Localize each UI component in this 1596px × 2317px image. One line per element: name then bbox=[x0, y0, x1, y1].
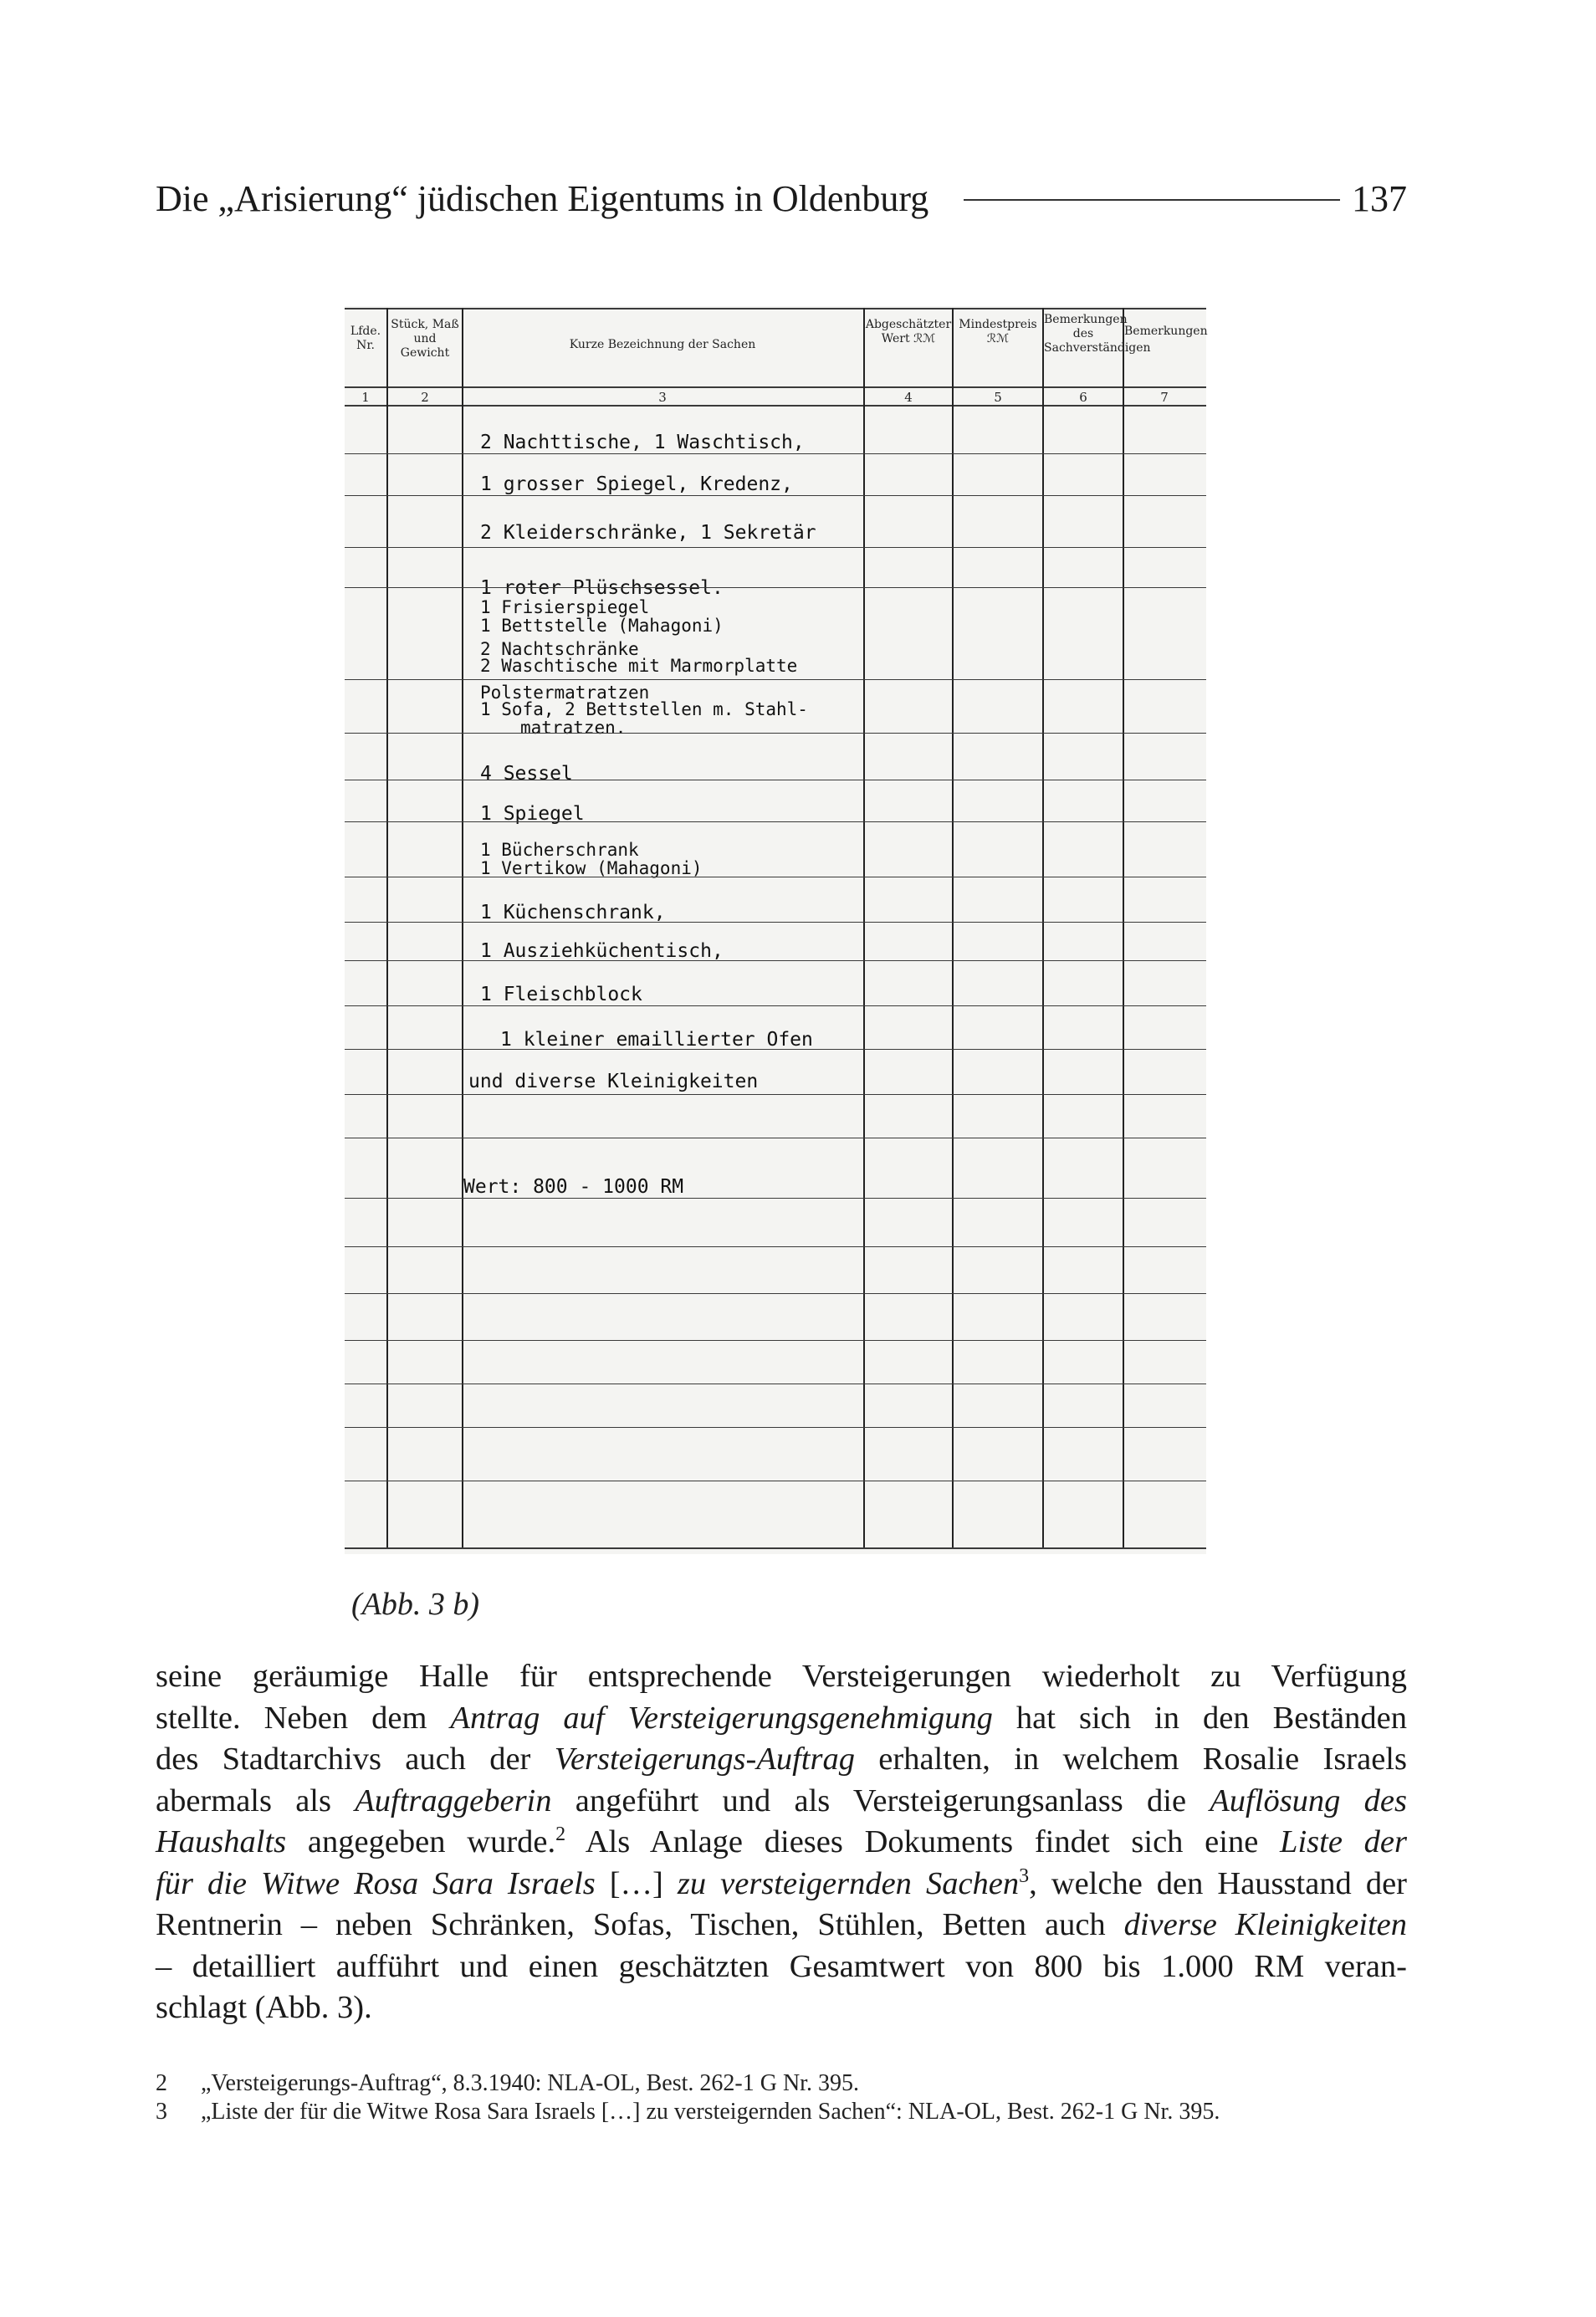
col-number-7: 7 bbox=[1160, 390, 1169, 405]
col-header-stueck: Stück, Maß und Gewicht bbox=[391, 318, 459, 360]
col-header-mindestpreis: Mindestpreis ℛℳ bbox=[959, 318, 1037, 345]
form-entry: 2 Kleiderschränke, 1 Sekretär bbox=[480, 522, 816, 544]
col-number-5: 5 bbox=[994, 390, 1002, 405]
form-row-rule bbox=[345, 587, 1206, 588]
form-entry: matratzen. bbox=[520, 718, 627, 738]
form-row-rule bbox=[345, 679, 1206, 680]
form-entry: 1 Ausziehküchentisch, bbox=[480, 940, 724, 962]
column-divider bbox=[1123, 308, 1124, 1547]
text-run: 2 bbox=[555, 1823, 566, 1846]
form-row-rule bbox=[345, 1005, 1206, 1006]
form-row-rule bbox=[345, 960, 1206, 961]
body-line bbox=[156, 1656, 1407, 1698]
body-line bbox=[156, 1864, 1407, 1905]
form-entry: 1 Bücherschrank bbox=[480, 840, 639, 860]
form-entry: 1 kleiner emaillierter Ofen bbox=[500, 1029, 813, 1051]
form-entry: 1 Frisierspiegel bbox=[480, 597, 650, 617]
form-entry: 2 Nachttische, 1 Waschtisch, bbox=[480, 432, 805, 453]
form-row-rule bbox=[345, 1427, 1206, 1428]
footnote-text: „Versteigerungs-Auftrag“, 8.3.1940: NLA-OL, Best. 262-1 G Nr. 395. bbox=[201, 2070, 859, 2096]
form-entry: 1 grosser Spiegel, Kredenz, bbox=[480, 473, 793, 495]
form-row-rule bbox=[345, 733, 1206, 734]
text-run: diverse Kleinigkeiten bbox=[1123, 1907, 1407, 1942]
text-run: Auftraggeberin bbox=[355, 1783, 552, 1818]
form-row-rule bbox=[345, 547, 1206, 548]
form-entry: 2 Waschtische mit Marmorplatte bbox=[480, 656, 798, 676]
footnote bbox=[156, 2069, 1407, 2098]
body-paragraph bbox=[156, 1656, 1407, 2029]
text-run: […] bbox=[595, 1865, 678, 1901]
text-run: , welche den Hausstand der bbox=[1029, 1865, 1407, 1901]
text-run: angeführt und als Versteigerungsanlass die bbox=[551, 1783, 1210, 1818]
text-run: Antrag auf Versteigerungsgenehmigung bbox=[450, 1700, 993, 1736]
col-header-lfd-nr: Lfde. Nr. bbox=[350, 325, 381, 352]
form-entry: 2 Nachtschränke bbox=[480, 639, 639, 659]
header-rule bbox=[964, 199, 1340, 201]
column-divider bbox=[462, 308, 463, 1547]
form-row-rule bbox=[345, 1340, 1206, 1341]
form-entry: 1 Bettstelle (Mahagoni) bbox=[480, 616, 724, 636]
text-run: angegeben wurde. bbox=[286, 1824, 556, 1859]
col-header-bemerkungen-sv: Bemerkungen des Sachverständigen bbox=[1044, 313, 1151, 355]
column-divider bbox=[1042, 308, 1044, 1547]
form-row-rule bbox=[345, 922, 1206, 923]
text-run: Auflösung des bbox=[1210, 1783, 1407, 1818]
form-row-rule bbox=[345, 1198, 1206, 1199]
body-line bbox=[156, 1739, 1407, 1781]
text-run: schlagt (Abb. 3). bbox=[156, 1990, 372, 2025]
col-number-4: 4 bbox=[904, 390, 913, 405]
page-number: 137 bbox=[1352, 178, 1407, 219]
text-run: 3 bbox=[1019, 1864, 1030, 1887]
footnote bbox=[156, 2098, 1407, 2126]
footnote-number: 3 bbox=[156, 2099, 167, 2125]
col-header-wert: Abgeschätzter Wert ℛℳ bbox=[865, 318, 952, 345]
text-run: hat sich in den Beständen bbox=[992, 1700, 1407, 1736]
footnotes bbox=[156, 2069, 1407, 2126]
footnote-text: „Liste der für die Witwe Rosa Sara Israels […] zu versteigernden Sachen“: NLA-OL, Best. 262-1 G Nr. 395. bbox=[201, 2099, 1220, 2125]
form-row-rule bbox=[345, 453, 1206, 454]
form-entry: und diverse Kleinigkeiten bbox=[468, 1071, 759, 1092]
column-divider bbox=[952, 308, 954, 1547]
form-entry: 1 Küchenschrank, bbox=[480, 902, 666, 923]
col-number-6: 6 bbox=[1079, 390, 1087, 405]
col-number-2: 2 bbox=[421, 390, 429, 405]
col-header-bezeichnung: Kurze Bezeichnung der Sachen bbox=[569, 338, 756, 351]
text-run: – detailliert aufführt und einen geschätzten Gesamtwert von 800 bis 1.000 RM veran- bbox=[156, 1948, 1407, 1984]
body-line bbox=[156, 1946, 1407, 1988]
form-row-rule bbox=[345, 821, 1206, 822]
form-entry: 1 Spiegel bbox=[480, 803, 585, 825]
running-title: Die „Arisierung“ jüdischen Eigentums in Oldenburg bbox=[156, 178, 929, 219]
col-header-bemerkungen: Bemerkungen bbox=[1124, 325, 1208, 338]
text-run: Als Anlage dieses Dokuments findet sich eine bbox=[565, 1824, 1281, 1859]
form-row-rule bbox=[345, 1094, 1206, 1095]
text-run: abermals als bbox=[156, 1783, 356, 1818]
form-entry: 1 Vertikow (Mahagoni) bbox=[480, 858, 703, 878]
form-row-rule bbox=[345, 1246, 1206, 1247]
form-top-rule bbox=[345, 308, 1206, 309]
form-row-rule bbox=[345, 495, 1206, 496]
running-head bbox=[156, 174, 1407, 224]
text-run: zu versteigernden Sachen bbox=[677, 1865, 1020, 1901]
form-header-rule bbox=[345, 386, 1206, 388]
form-entry: 1 roter Plüschsessel. bbox=[480, 577, 724, 599]
form-entry: 4 Sessel bbox=[480, 763, 573, 785]
body-line bbox=[156, 1905, 1407, 1946]
form-bottom-rule bbox=[345, 1547, 1206, 1549]
text-run: für die Witwe Rosa Sara Israels bbox=[156, 1865, 596, 1901]
figure-caption: (Abb. 3 b) bbox=[351, 1587, 480, 1622]
text-run: Liste der bbox=[1280, 1824, 1407, 1859]
column-divider bbox=[386, 308, 388, 1547]
col-number-3: 3 bbox=[658, 390, 667, 405]
footnote-number: 2 bbox=[156, 2070, 167, 2096]
text-run: Versteigerungs-Auftrag bbox=[554, 1742, 855, 1777]
text-run: des Stadtarchivs auch der bbox=[156, 1742, 555, 1777]
text-run: Rentnerin – neben Schränken, Sofas, Tischen, Stühlen, Betten auch bbox=[156, 1907, 1124, 1942]
form-entry: 1 Sofa, 2 Bettstellen m. Stahl- bbox=[480, 699, 808, 719]
col-number-1: 1 bbox=[361, 390, 370, 405]
scanned-form-image bbox=[345, 306, 1206, 1554]
text-run: seine geräumige Halle für entsprechende Versteigerungen wiederholt zu Verfügung bbox=[156, 1659, 1407, 1694]
form-row-rule bbox=[345, 1293, 1206, 1294]
text-run: Haushalts bbox=[156, 1824, 287, 1859]
body-line bbox=[156, 1698, 1407, 1740]
text-run: stellte. Neben dem bbox=[156, 1700, 451, 1736]
form-total-value: Wert: 800 - 1000 RM bbox=[463, 1176, 684, 1198]
text-run: erhalten, in welchem Rosalie Israels bbox=[855, 1742, 1407, 1777]
body-line bbox=[156, 1781, 1407, 1823]
body-line bbox=[156, 1822, 1407, 1864]
form-entry: Polstermatratzen bbox=[480, 683, 650, 703]
form-row-rule bbox=[345, 1049, 1206, 1050]
body-line bbox=[156, 1987, 1407, 2029]
form-entry: 1 Fleischblock bbox=[480, 984, 642, 1005]
